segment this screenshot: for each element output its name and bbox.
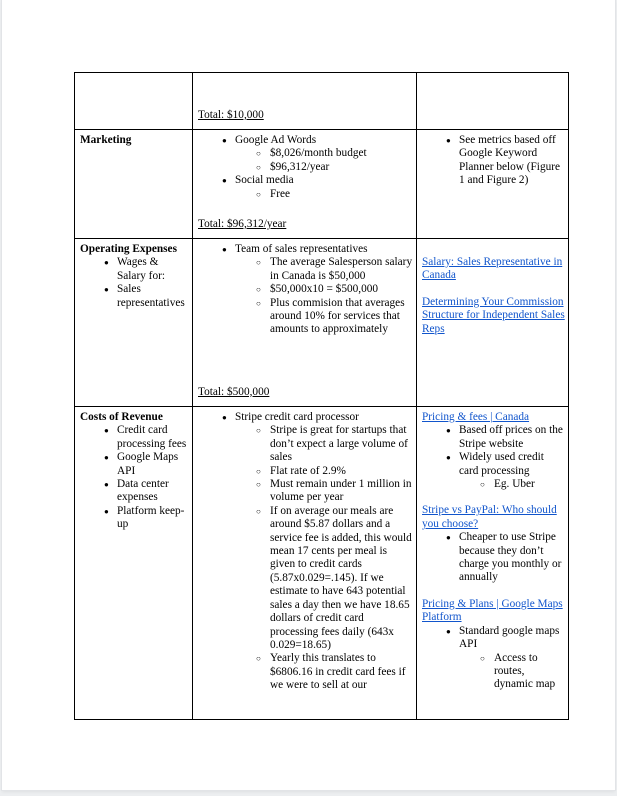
list-item-text: Plus commision that averages around 10% for services that amounts to approximately bbox=[270, 296, 405, 336]
table-cell bbox=[417, 239, 569, 407]
total-label: Total: $10,000 bbox=[198, 108, 264, 121]
list-item-text: $96,312/year bbox=[270, 160, 330, 173]
list-item bbox=[80, 424, 189, 451]
circle-bullet-icon: ○ bbox=[256, 480, 261, 490]
list-item bbox=[422, 451, 565, 478]
blank-line bbox=[422, 243, 565, 256]
list-item bbox=[198, 188, 413, 201]
section-heading: Costs of Revenue bbox=[80, 411, 163, 423]
list-item-text: Based off prices on the Stripe website bbox=[459, 424, 563, 450]
list-item bbox=[422, 478, 565, 491]
marketing-row bbox=[75, 130, 569, 239]
circle-bullet-icon: ○ bbox=[480, 653, 485, 663]
list-item-text: Cheaper to use Stripe because they don’t charge you monthly or annually bbox=[459, 531, 562, 584]
list-item bbox=[422, 531, 565, 585]
list-item bbox=[198, 505, 413, 652]
list-item-text: Flat rate of 2.9% bbox=[270, 464, 346, 477]
circle-bullet-icon: ○ bbox=[256, 654, 261, 664]
section-heading: Operating Expenses bbox=[80, 243, 177, 255]
list-item-text: Credit card processing fees bbox=[117, 424, 187, 450]
circle-bullet-icon: ○ bbox=[256, 189, 261, 199]
disc-bullet-icon: ● bbox=[446, 426, 451, 436]
list-item bbox=[80, 283, 189, 310]
list-item-text: $8,026/month budget bbox=[270, 147, 367, 160]
table-cell bbox=[75, 407, 193, 720]
list-item-text: $50,000x10 = $500,000 bbox=[270, 283, 379, 296]
circle-bullet-icon: ○ bbox=[480, 480, 485, 490]
list-item bbox=[198, 478, 413, 505]
section-heading: Marketing bbox=[80, 134, 132, 146]
disc-bullet-icon: ● bbox=[446, 533, 451, 543]
blank-line bbox=[422, 283, 565, 296]
list-item bbox=[198, 147, 413, 160]
circle-bullet-icon: ○ bbox=[256, 149, 261, 159]
hyperlink[interactable]: Salary: Sales Representative in Canada bbox=[422, 256, 563, 282]
circle-bullet-icon: ○ bbox=[256, 162, 261, 172]
list-item-text: Team of sales representatives bbox=[235, 243, 368, 255]
list-item bbox=[198, 256, 413, 283]
disc-bullet-icon: ● bbox=[104, 480, 109, 490]
list-item-text: Wages & Salary for: bbox=[117, 256, 165, 282]
list-item-text: Widely used credit card processing bbox=[459, 451, 544, 477]
list-item bbox=[422, 652, 565, 692]
list-item-text: Sales representatives bbox=[117, 283, 185, 309]
list-item-text: Must remain under 1 million in volume per year bbox=[270, 478, 412, 504]
hyperlink[interactable]: Determining Your Commission Structure for Independent Sales Reps bbox=[422, 295, 565, 335]
list-item bbox=[198, 652, 413, 692]
list-item-text: Stripe credit card processor bbox=[235, 411, 359, 423]
operating-expenses-row bbox=[75, 239, 569, 407]
table-cell bbox=[75, 239, 193, 407]
list-item-text: Stripe is great for startups that don’t expect a large volume of sales bbox=[270, 424, 408, 464]
table-cell bbox=[417, 130, 569, 239]
total-label: Total: $500,000 bbox=[198, 385, 270, 398]
list-item bbox=[198, 243, 413, 256]
disc-bullet-icon: ● bbox=[222, 176, 227, 186]
disc-bullet-icon: ● bbox=[104, 285, 109, 295]
circle-bullet-icon: ○ bbox=[256, 426, 261, 436]
list-item-text: Social media bbox=[235, 174, 294, 187]
list-item-text: Standard google maps API bbox=[459, 624, 560, 651]
list-item bbox=[198, 424, 413, 464]
disc-bullet-icon: ● bbox=[104, 453, 109, 463]
table-cell bbox=[75, 73, 193, 130]
table-cell bbox=[75, 130, 193, 239]
list-item bbox=[422, 625, 565, 652]
list-item-text: The average Salesperson salary in Canada is $50,000 bbox=[270, 256, 413, 282]
table-cell bbox=[193, 407, 417, 720]
table-cell bbox=[193, 239, 417, 407]
list-item bbox=[198, 134, 413, 147]
list-item-text: If on average our meals are around $5.87 dollars and a service fee is added, this would mean 17 cents per meal is given to credit cards (5.87x0.029=.145). If we estimate to have 643 potential sales a day then we have 18.65 dollars of credit card processing fees daily (643x 0.029=18.65) bbox=[270, 504, 412, 651]
list-item bbox=[80, 256, 189, 283]
table-cell bbox=[417, 407, 569, 720]
list-item bbox=[198, 161, 413, 174]
list-item-text: Google Maps API bbox=[117, 451, 179, 477]
disc-bullet-icon: ● bbox=[446, 626, 451, 636]
list-item bbox=[198, 297, 413, 337]
table-cell bbox=[417, 73, 569, 130]
disc-bullet-icon: ● bbox=[104, 506, 109, 516]
blank-line bbox=[422, 585, 565, 598]
list-item bbox=[80, 505, 189, 532]
circle-bullet-icon: ○ bbox=[256, 466, 261, 476]
list-item bbox=[80, 478, 189, 505]
disc-bullet-icon: ● bbox=[222, 413, 227, 422]
document-page bbox=[2, 0, 615, 790]
list-item-text: Eg. Uber bbox=[494, 478, 535, 491]
table-cell bbox=[193, 130, 417, 239]
disc-bullet-icon: ● bbox=[446, 136, 451, 145]
list-item-text: Platform keep-up bbox=[117, 504, 185, 531]
budget-table bbox=[74, 72, 569, 720]
circle-bullet-icon: ○ bbox=[256, 506, 261, 516]
list-item-text: Yearly this translates to $6806.16 in credit card fees if we were to sell at our bbox=[270, 652, 406, 692]
list-item bbox=[198, 465, 413, 478]
circle-bullet-icon: ○ bbox=[256, 258, 261, 268]
disc-bullet-icon: ● bbox=[446, 453, 451, 463]
total-label: Total: $96,312/year bbox=[198, 217, 287, 230]
list-item-text: Google Ad Words bbox=[235, 134, 317, 146]
list-item-text: Access to routes, dynamic map bbox=[494, 651, 556, 691]
list-item-text: Free bbox=[270, 187, 291, 200]
disc-bullet-icon: ● bbox=[222, 245, 227, 254]
carryover-row bbox=[75, 73, 569, 130]
list-item bbox=[422, 134, 565, 188]
circle-bullet-icon: ○ bbox=[256, 298, 261, 308]
list-item bbox=[198, 174, 413, 187]
costs-of-revenue-row bbox=[75, 407, 569, 720]
list-item bbox=[198, 283, 413, 296]
list-item bbox=[422, 424, 565, 451]
disc-bullet-icon: ● bbox=[104, 258, 109, 268]
list-item-text: See metrics based off Google Keyword Planner below (Figure 1 and Figure 2) bbox=[459, 134, 561, 187]
list-item-text: Data center expenses bbox=[117, 478, 169, 504]
list-item bbox=[198, 411, 413, 424]
circle-bullet-icon: ○ bbox=[256, 285, 261, 295]
disc-bullet-icon: ● bbox=[222, 136, 227, 145]
table-cell bbox=[193, 73, 417, 130]
blank-line bbox=[422, 491, 565, 504]
disc-bullet-icon: ● bbox=[104, 426, 109, 436]
hyperlink[interactable]: Stripe vs PayPal: Who should you choose? bbox=[422, 504, 557, 530]
hyperlink[interactable]: Pricing & fees | Canada bbox=[422, 411, 530, 423]
hyperlink[interactable]: Pricing & Plans | Google Maps Platform bbox=[422, 597, 563, 624]
list-item bbox=[80, 451, 189, 478]
